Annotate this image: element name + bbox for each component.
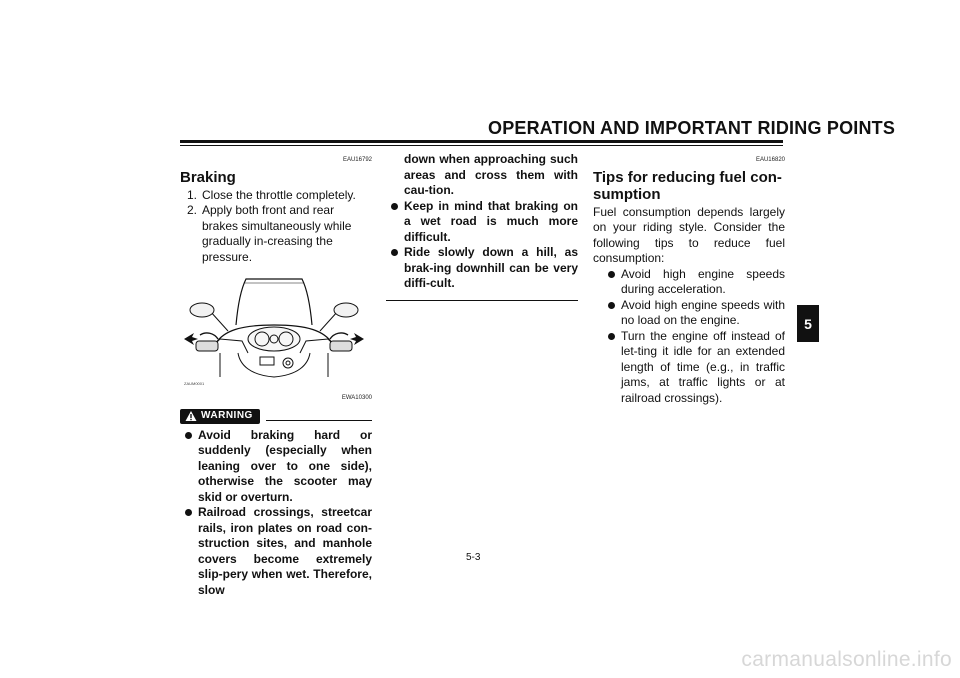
bullet-icon (391, 249, 398, 256)
warning-label: WARNING (201, 410, 253, 422)
braking-code: EAU16792 (342, 157, 372, 163)
list-item (180, 428, 372, 506)
bullet-icon (608, 302, 615, 309)
warning-rule (266, 420, 372, 421)
step-text: Apply both front and rear brakes simultaneously while gradually in-creasing the pressure. (202, 203, 352, 264)
column-middle (386, 152, 578, 301)
list-item (386, 199, 578, 246)
bullet-icon (185, 509, 192, 516)
list-item (593, 329, 785, 407)
list-item (180, 188, 372, 204)
fuel-code: EAU16820 (755, 157, 785, 163)
warning-item-text: Railroad crossings, streetcar rails, iron plates on road con-struction sites, and manhole covers become extremely slip-pery when wet. Therefore, slow (198, 505, 372, 597)
fuel-tip-text: Turn the engine off instead of let-ting it idle for an extended length of time (e.g., in traffic jams, at traffic lights or at railroad crossings). (621, 328, 785, 405)
bullet-icon (185, 432, 192, 439)
column-left (180, 153, 372, 598)
warning-continuation: down when approaching such areas and cross them with cau-tion. (404, 152, 578, 197)
bullet-icon (608, 333, 615, 340)
warning-item-text: Avoid braking hard or suddenly (especially when leaning over to one side), otherwise the scooter may skid or overturn. (198, 427, 372, 504)
fuel-intro: Fuel consumption depends largely on your riding style. Consider the following tips to reduce fuel consumption: (593, 204, 785, 265)
warning-item-text: Keep in mind that braking on a wet road is much more difficult. (404, 198, 578, 244)
warning-header (180, 409, 372, 424)
page-number: 5-3 (466, 552, 481, 563)
chapter-tab[interactable]: 5 (797, 305, 819, 342)
illustration-code: ZAUM0001 (184, 381, 205, 386)
warning-badge (180, 409, 260, 424)
fuel-tip-text: Avoid high engine speeds during acceleration. (621, 266, 785, 296)
handlebar-drawing (180, 273, 368, 385)
list-item (180, 203, 372, 265)
header-rule-thick (180, 140, 783, 143)
fuel-tip-text: Avoid high engine speeds with no load on the engine. (621, 297, 785, 327)
watermark[interactable]: carmanualsonline.info (741, 648, 952, 671)
warning-end-rule (386, 300, 578, 301)
step-text: Close the throttle completely. (202, 187, 356, 202)
scooter-handlebar-illustration (180, 273, 368, 385)
list-item (593, 267, 785, 298)
list-item (593, 298, 785, 329)
step-number: 1. (187, 187, 198, 202)
warning-triangle-icon (185, 410, 197, 422)
list-item (180, 505, 372, 598)
braking-steps (180, 188, 372, 266)
warning-code: EWA10300 (341, 395, 372, 401)
list-item (386, 245, 578, 292)
column-right (593, 153, 785, 406)
step-number: 2. (187, 203, 198, 217)
bullet-icon (608, 271, 615, 278)
warning-list (180, 428, 372, 599)
fuel-tips-list (593, 267, 785, 407)
warning-item-text: Ride slowly down a hill, as brak-ing downhill can be very diffi-cult. (404, 245, 578, 290)
fuel-title: Tips for reducing fuel con-sumption (593, 168, 782, 203)
warning-list-continued (386, 199, 578, 292)
bullet-icon (391, 203, 398, 210)
header-rule-thin (180, 145, 783, 146)
braking-title: Braking (180, 168, 236, 186)
page-title: OPERATION AND IMPORTANT RIDING POINTS (488, 118, 896, 138)
